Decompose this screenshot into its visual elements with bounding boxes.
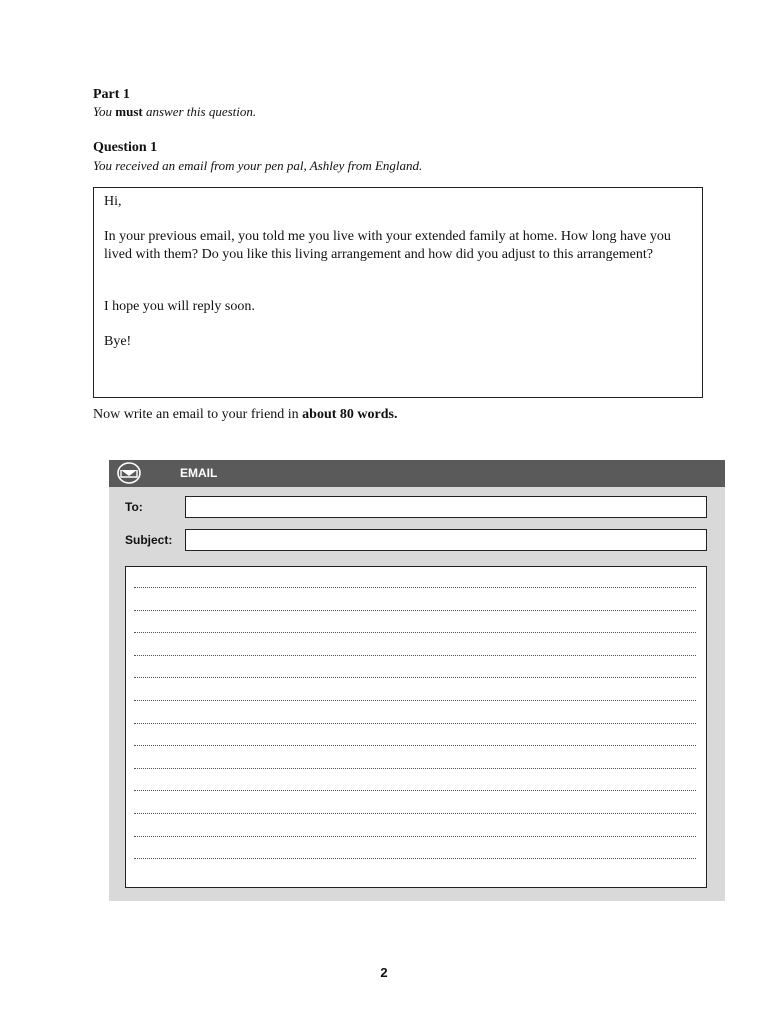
email-icon — [117, 462, 141, 484]
email-header-title: EMAIL — [180, 466, 218, 480]
writing-line — [134, 836, 696, 837]
part-instruction-post: answer this question. — [146, 104, 257, 119]
writing-line — [134, 700, 696, 701]
part-instruction-pre: You — [93, 104, 113, 119]
writing-line — [134, 768, 696, 769]
part-instruction — [93, 104, 256, 120]
page-number: 2 — [380, 965, 388, 980]
part-title: Part 1 — [93, 87, 130, 102]
writing-line — [134, 610, 696, 611]
received-email-box — [93, 187, 703, 398]
question-instruction: You received an email from your pen pal, Ashley from England. — [93, 158, 423, 173]
writing-line — [134, 858, 696, 859]
letter-greeting: Hi, — [104, 194, 122, 209]
task-word-count: about 80 words. — [302, 407, 398, 422]
subject-field[interactable] — [185, 529, 707, 551]
part-instruction-emphasis: must — [115, 104, 143, 119]
writing-line — [134, 790, 696, 791]
email-form — [109, 460, 725, 901]
writing-line — [134, 677, 696, 678]
subject-label: Subject: — [125, 533, 173, 547]
to-field[interactable] — [185, 496, 707, 518]
question-title: Question 1 — [93, 140, 158, 155]
task-prefix: Now write an email to your friend in — [93, 407, 299, 422]
task-instruction — [93, 407, 397, 423]
writing-line — [134, 655, 696, 656]
letter-body: In your previous email, you told me you live with your extended family at home. How long have you lived with them? Do you like this living arrangement and how did you adjust to this arrangement? — [104, 229, 671, 262]
letter-signoff: Bye! — [104, 334, 132, 349]
writing-line — [134, 632, 696, 633]
writing-line — [134, 723, 696, 724]
email-writing-area[interactable] — [125, 566, 707, 888]
writing-line — [134, 587, 696, 588]
email-header — [109, 460, 725, 487]
writing-line — [134, 745, 696, 746]
letter-closing: I hope you will reply soon. — [104, 299, 255, 314]
to-label: To: — [125, 500, 143, 514]
writing-line — [134, 813, 696, 814]
